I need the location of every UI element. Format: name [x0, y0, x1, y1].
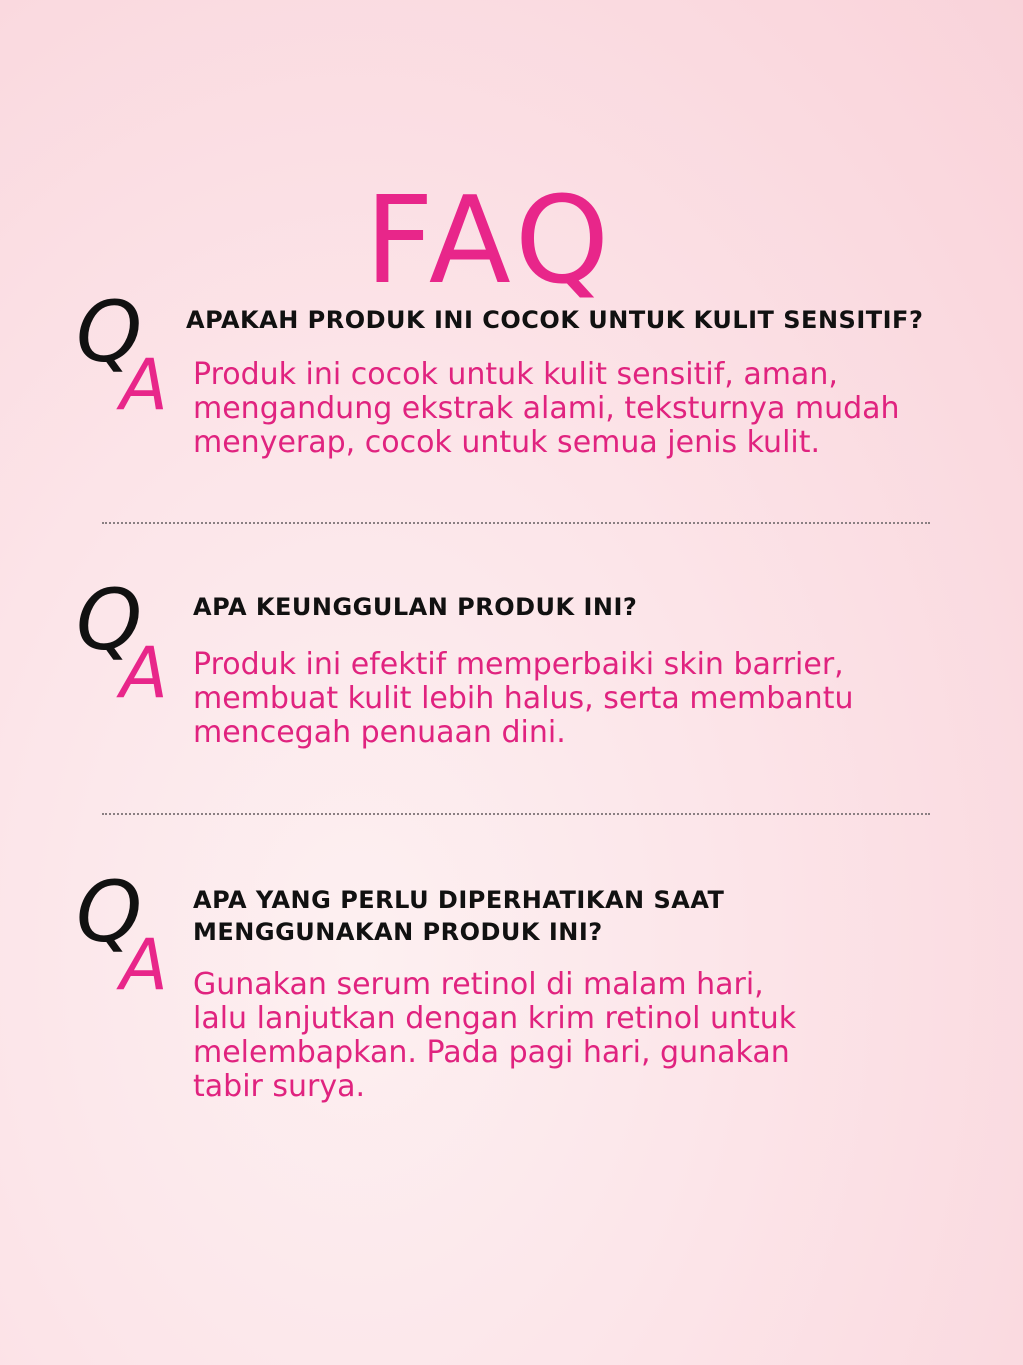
q-letter-icon: Q	[76, 863, 143, 961]
faq-question: APA KEUNGGULAN PRODUK INI?	[193, 593, 638, 621]
divider	[102, 813, 930, 815]
q-letter-icon: Q	[76, 283, 143, 381]
faq-question: APA YANG PERLU DIPERHATIKAN SAAT MENGGUNAKAN PRODUK INI?	[193, 886, 725, 946]
q-letter-icon: Q	[76, 571, 143, 669]
page-title: FAQ	[364, 172, 616, 312]
divider	[102, 522, 930, 524]
faq-answer: Produk ini cocok untuk kulit sensitif, aman, mengandung ekstrak alami, teksturnya mudah menyerap, cocok untuk semua jenis kulit.	[193, 357, 900, 460]
a-letter-icon: A	[120, 344, 168, 426]
faq-answer: Gunakan serum retinol di malam hari, lalu lanjutkan dengan krim retinol untuk melembapkan. Pada pagi hari, gunakan tabir surya.	[193, 967, 797, 1104]
faq-answer: Produk ini efektif memperbaiki skin barrier, membuat kulit lebih halus, serta membantu mencegah penuaan dini.	[193, 647, 854, 750]
a-letter-icon: A	[120, 632, 168, 714]
a-letter-icon: A	[120, 924, 168, 1006]
faq-question: APAKAH PRODUK INI COCOK UNTUK KULIT SENSITIF?	[186, 306, 924, 334]
